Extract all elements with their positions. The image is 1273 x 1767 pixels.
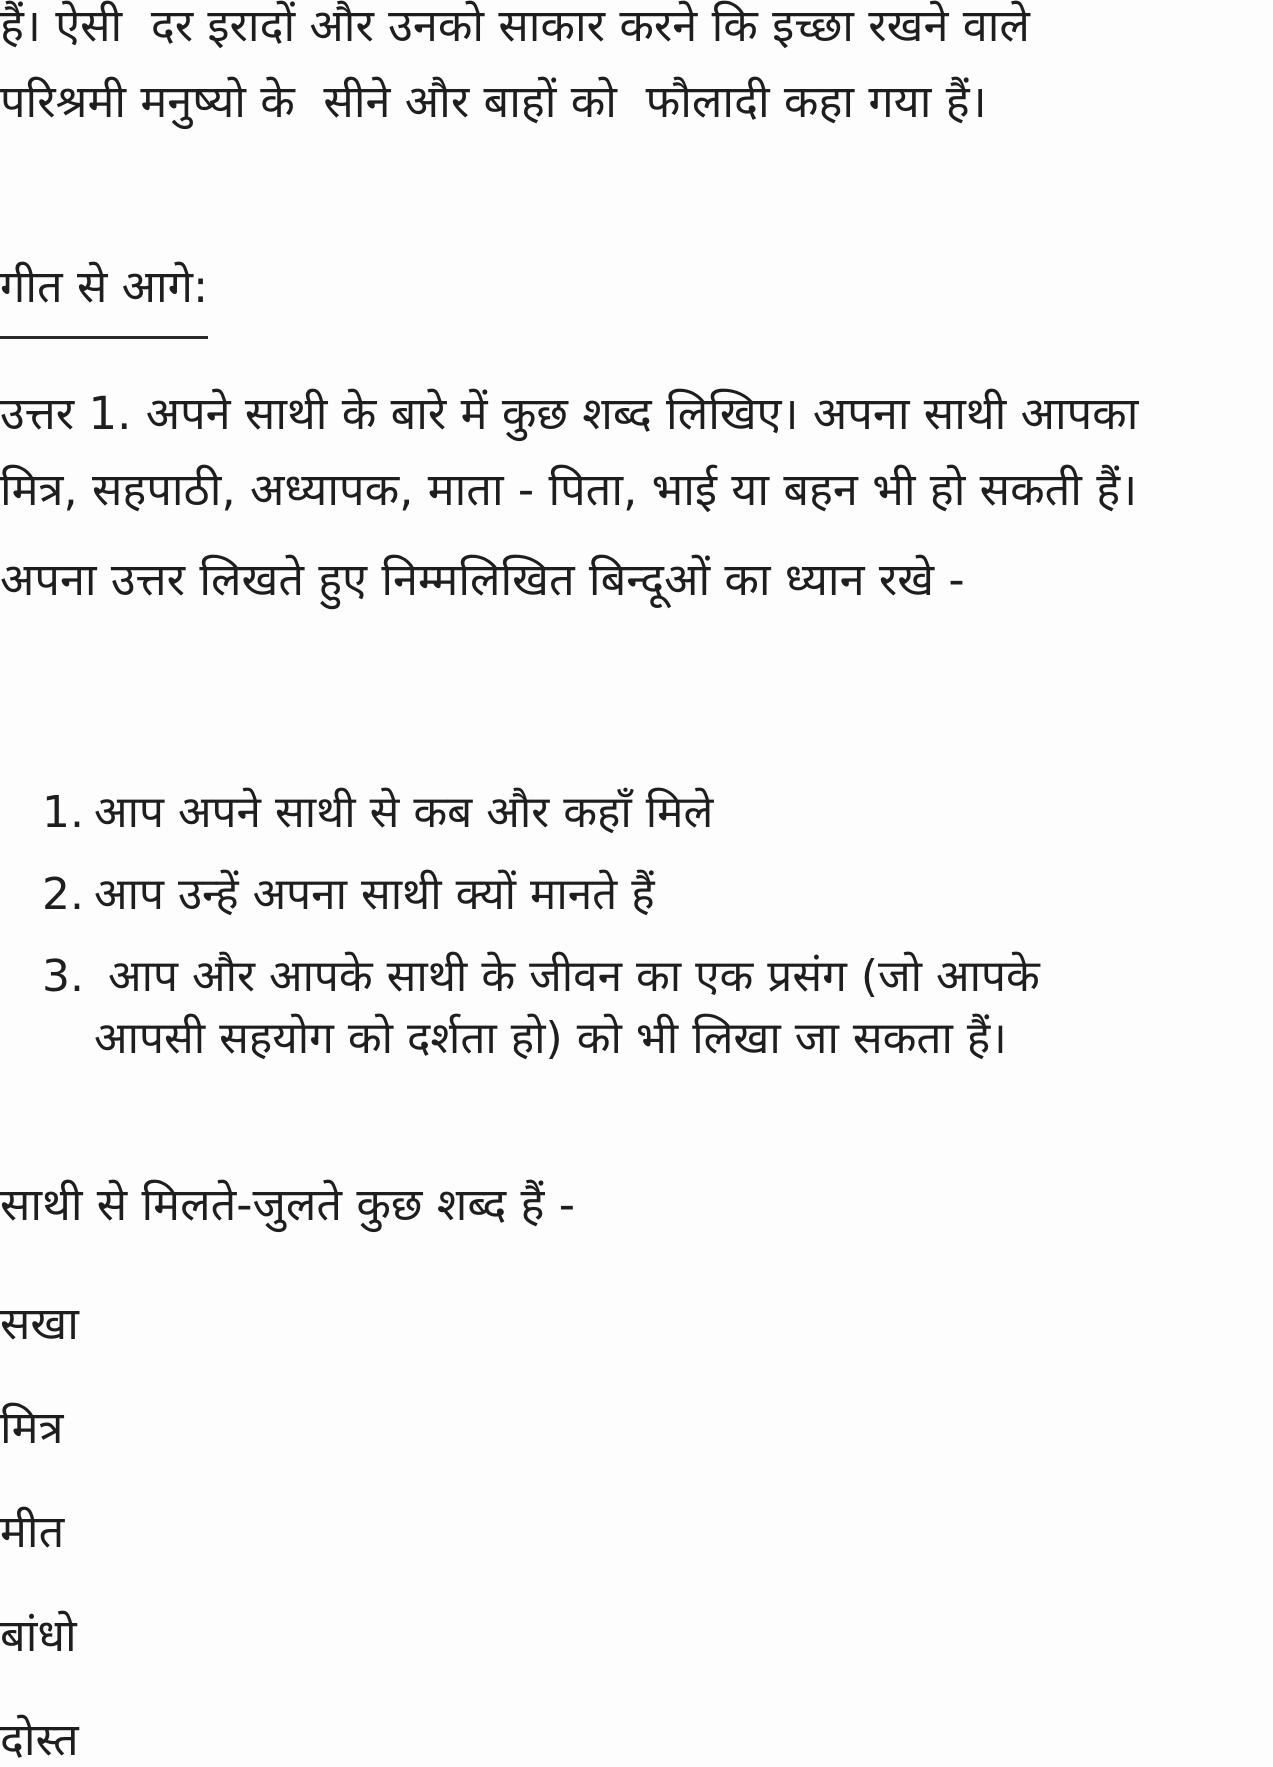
intro-paragraph [0, 0, 1273, 140]
list-item-text: आप उन्हें अपना साथी क्यों मानते हैं [94, 869, 655, 920]
list-item-number: 2. [42, 869, 84, 920]
synonym-word: दोस्त [0, 1713, 79, 1766]
list-item-number: 1. [42, 787, 84, 838]
intro-line-2: परिश्रमी मनुष्यो के सीने और बाहों को फौलादी कहा गया हैं। [0, 75, 987, 128]
answer-line-2: मित्र, सहपाठी, अध्यापक, माता - पिता, भाई या बहन भी हो सकती हैं। [0, 463, 1138, 516]
list-item-text: आप और आपके साथी के जीवन का एक प्रसंग (जो आपके [94, 951, 1040, 1002]
synonym-word: मीत [0, 1505, 65, 1558]
numbered-points-list [42, 782, 1222, 1090]
list-item [42, 946, 1222, 1070]
answer-paragraph [0, 376, 1273, 528]
synonyms-list [0, 1295, 600, 1767]
list-item [42, 864, 1222, 926]
answer-line-1: उत्तर 1. अपने साथी के बारे में कुछ शब्द लिखिए। अपना साथी आपका [0, 387, 1139, 440]
synonym-word: मित्र [0, 1401, 64, 1454]
synonym-word: बांधो [0, 1609, 77, 1662]
list-item-number: 3. [42, 951, 84, 1002]
list-item-text-wrap: आपसी सहयोग को दर्शता हो) को भी लिखा जा सकता हैं। [94, 1013, 1007, 1064]
list-item-text: आप अपने साथी से कब और कहाँ मिले [94, 787, 714, 838]
synonym-word: सखा [0, 1297, 79, 1350]
intro-line-1: हैं। ऐसी दर इरादों और उनको साकार करने कि इच्छा रखने वाले [0, 0, 1030, 52]
list-item [42, 782, 1222, 844]
section-heading: गीत से आगे: [0, 256, 208, 339]
instruction-line: अपना उत्तर लिखते हुए निम्मलिखित बिन्दूओं का ध्यान रखे - [0, 553, 965, 606]
synonyms-intro-line: साथी से मिलते-जुलते कुछ शब्द हैं - [0, 1178, 575, 1231]
